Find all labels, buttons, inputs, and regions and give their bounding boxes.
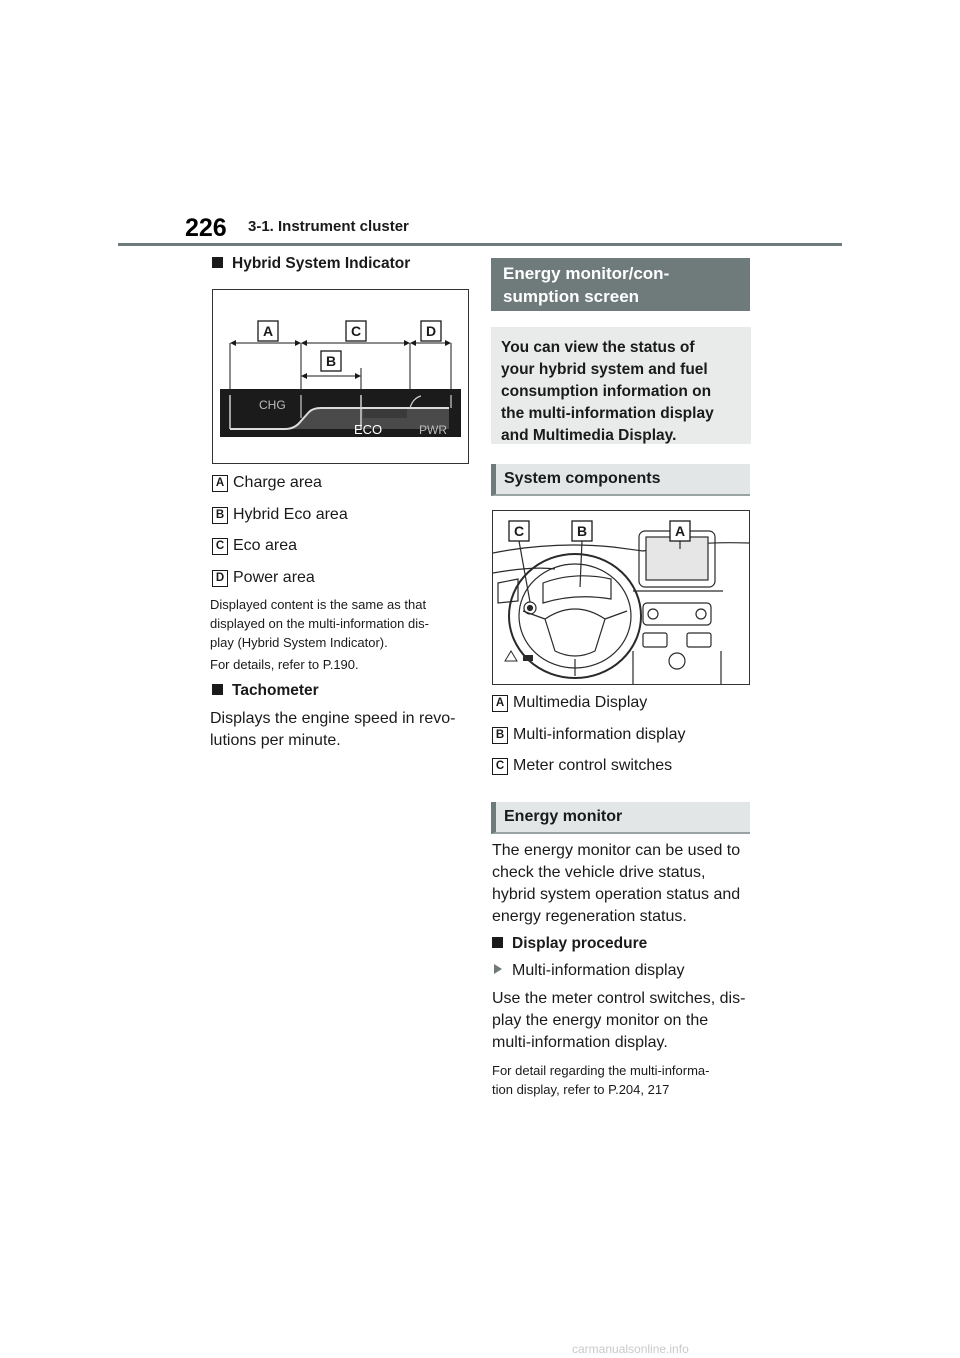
label-box-b: B xyxy=(492,727,508,744)
callout-b: B xyxy=(576,523,588,539)
triangle-bullet-icon xyxy=(494,964,502,974)
detail-note: For detail regarding the multi-informa- tion display, refer to P.204, 217 xyxy=(492,1063,710,1097)
mid-bullet: Multi-information display xyxy=(494,962,685,980)
multi-info-display-area xyxy=(543,576,611,603)
sys-item-c: C Meter control switches xyxy=(492,757,672,775)
hsi-item-b: B Hybrid Eco area xyxy=(212,506,348,524)
sys-item-a: A Multimedia Display xyxy=(492,694,647,712)
tachometer-text: Displays the engine speed in revo- lutions per minute. xyxy=(210,710,456,749)
dashboard-diagram xyxy=(493,511,749,684)
watermark: carmanualsonline.info xyxy=(572,1342,689,1356)
label-box-b: B xyxy=(212,507,228,524)
label-box-a: A xyxy=(212,475,228,492)
callout-c: C xyxy=(513,523,525,539)
energy-monitor-heading: Energy monitor xyxy=(491,802,750,834)
callout-a: A xyxy=(674,523,686,539)
tachometer-heading: Tachometer xyxy=(212,682,319,700)
hsi-heading: Hybrid System Indicator xyxy=(212,255,410,273)
callout-b: B xyxy=(325,353,337,369)
hsi-note: Displayed content is the same as that displayed on the multi-information dis- play (Hybrid System Indicator). xyxy=(210,597,429,650)
display-procedure-heading: Display procedure xyxy=(492,935,647,953)
hsi-diagram xyxy=(213,290,468,463)
hsi-item-c: C Eco area xyxy=(212,537,297,555)
label-box-c: C xyxy=(212,538,228,555)
system-components-heading: System components xyxy=(491,464,750,496)
hsi-item-a: A Charge area xyxy=(212,474,322,492)
label-box-c: C xyxy=(492,758,508,775)
callout-c: C xyxy=(350,323,362,339)
square-bullet-icon xyxy=(212,257,223,268)
energy-monitor-text: The energy monitor can be used to check the vehicle drive status, hybrid system operation status and energy regeneration status. xyxy=(492,842,741,925)
hsi-item-d: D Power area xyxy=(212,569,315,587)
hsi-reference: For details, refer to P.190. xyxy=(210,657,359,672)
callout-d: D xyxy=(425,323,437,339)
label-box-d: D xyxy=(212,570,228,587)
label-box-a: A xyxy=(492,695,508,712)
procedure-text: Use the meter control switches, dis- play the energy monitor on the multi-information display. xyxy=(492,990,746,1051)
sys-item-b: B Multi-information display xyxy=(492,726,686,744)
section-title: 3-1. Instrument cluster xyxy=(248,218,409,235)
system-components-figure xyxy=(492,510,750,685)
hybrid-system-indicator-figure xyxy=(212,289,469,464)
callout-a: A xyxy=(262,323,274,339)
square-bullet-icon xyxy=(492,937,503,948)
chg-label: CHG xyxy=(259,398,286,412)
pwr-label: PWR xyxy=(419,423,447,437)
page-number: 226 xyxy=(185,214,227,242)
square-bullet-icon xyxy=(212,684,223,695)
header-rule xyxy=(118,243,842,246)
eco-label: ECO xyxy=(354,422,383,437)
energy-monitor-screen-heading: Energy monitor/con- sumption screen xyxy=(491,258,750,311)
intro-box: You can view the status of your hybrid system and fuel consumption information on the multi-information display and Multimedia Display. xyxy=(491,327,751,444)
